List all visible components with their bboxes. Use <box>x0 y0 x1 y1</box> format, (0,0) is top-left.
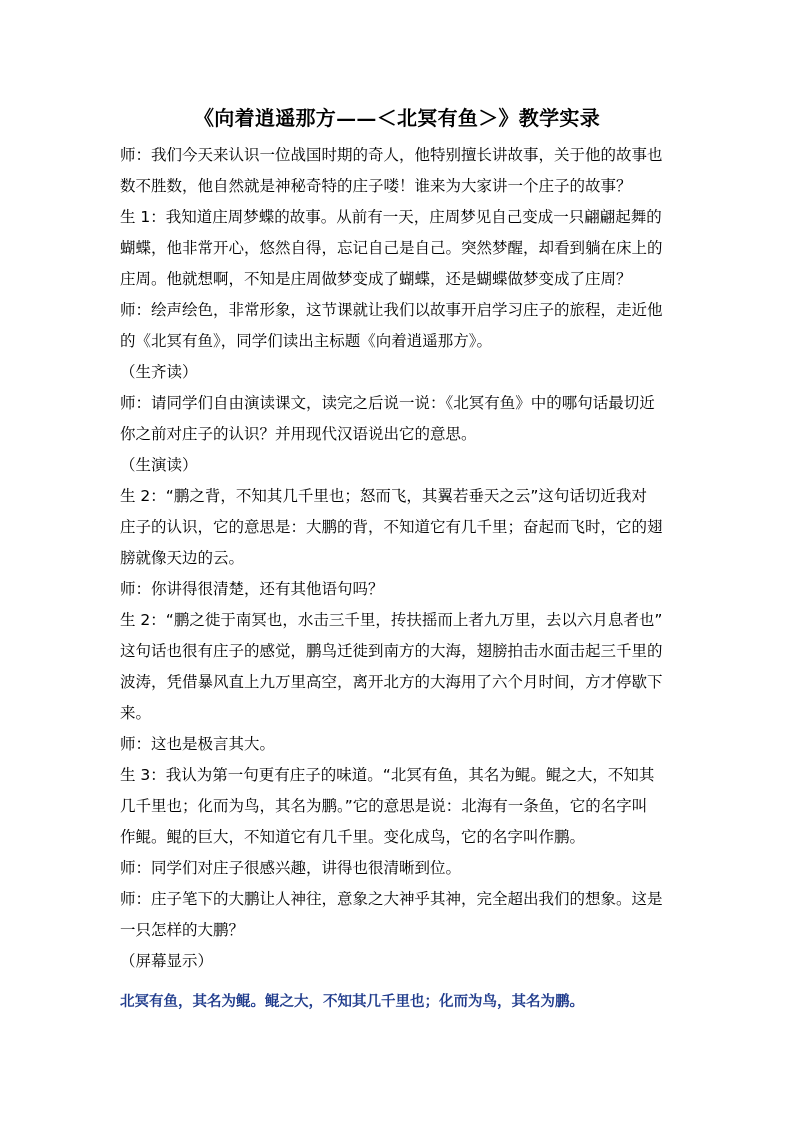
text-line: 这句话也很有庄子的感觉，鹏鸟迁徙到南方的大海，翅膀拍击水面击起三千里的 <box>120 642 663 660</box>
text-line: 庄周。他就想啊，不知是庄周做梦变成了蝴蝶，还是蝴蝶做梦变成了庄周？ <box>120 270 632 288</box>
text-line: 作鲲。鲲的巨大，不知道它有几千里。变化成鸟，它的名字叫作鹏。 <box>120 828 586 846</box>
text-line: 师：庄子笔下的大鹏让人神往，意象之大神乎其神，完全超出我们的想象。这是 <box>120 890 663 908</box>
document-title: 《向着逍遥那方——＜北冥有鱼＞》教学实录 <box>194 106 600 130</box>
text-line: 庄子的认识，它的意思是：大鹏的背，不知道它有几千里；奋起而飞时，它的翅 <box>120 518 663 536</box>
text-line: 你之前对庄子的认识？并用现代汉语说出它的意思。 <box>120 425 477 443</box>
text-line: 师：你讲得很清楚，还有其他语句吗？ <box>120 580 384 598</box>
screen-display-quote: 北冥有鱼，其名为鲲。鲲之大，不知其几千里也；化而为鸟，其名为鹏。 <box>120 993 584 1010</box>
text-line: 师：同学们对庄子很感兴趣，讲得也很清晰到位。 <box>120 859 462 877</box>
text-line: 数不胜数，他自然就是神秘奇特的庄子喽！谁来为大家讲一个庄子的故事？ <box>120 177 632 195</box>
stage-direction: （生演读） <box>120 456 198 474</box>
text-line: 波涛，凭借暴风直上九万里高空，离开北方的大海用了六个月时间，方才停歇下 <box>120 673 663 691</box>
stage-direction: （屏幕显示） <box>120 952 214 970</box>
text-line: 生 2：“鹏之背，不知其几千里也；怒而飞，其翼若垂天之云”这句话切近我对 <box>120 487 647 505</box>
text-line: 师：这也是极言其大。 <box>120 735 276 753</box>
text-line: 生 2：“鹏之徙于南冥也，水击三千里，抟扶摇而上者九万里，去以六月息者也” <box>120 611 663 629</box>
text-line: 生 1：我知道庄周梦蝶的故事。从前有一天，庄周梦见自己变成一只翩翩起舞的 <box>120 208 662 226</box>
text-line: 膀就像天边的云。 <box>120 549 245 567</box>
text-line: 来。 <box>120 704 152 722</box>
document-body <box>120 140 680 977</box>
text-line: 师：绘声绘色，非常形象，这节课就让我们以故事开启学习庄子的旅程，走近他 <box>120 301 663 319</box>
text-line: 师：我们今天来认识一位战国时期的奇人，他特别擅长讲故事，关于他的故事也 <box>120 146 663 164</box>
stage-direction: （生齐读） <box>120 363 198 381</box>
text-line: 几千里也；化而为鸟，其名为鹏。”它的意思是说：北海有一条鱼，它的名字叫 <box>120 797 648 815</box>
text-line: 一只怎样的大鹏？ <box>120 921 245 939</box>
text-line: 师：请同学们自由演读课文，读完之后说一说：《北冥有鱼》中的哪句话最切近 <box>120 394 655 412</box>
text-line: 的《北冥有鱼》，同学们读出主标题《向着逍遥那方》。 <box>120 332 493 350</box>
text-line: 生 3：我认为第一句更有庄子的味道。“北冥有鱼，其名为鲲。鲲之大，不知其 <box>120 766 655 784</box>
text-line: 蝴蝶，他非常开心，悠然自得，忘记自己是自己。突然梦醒，却看到躺在床上的 <box>120 239 663 257</box>
